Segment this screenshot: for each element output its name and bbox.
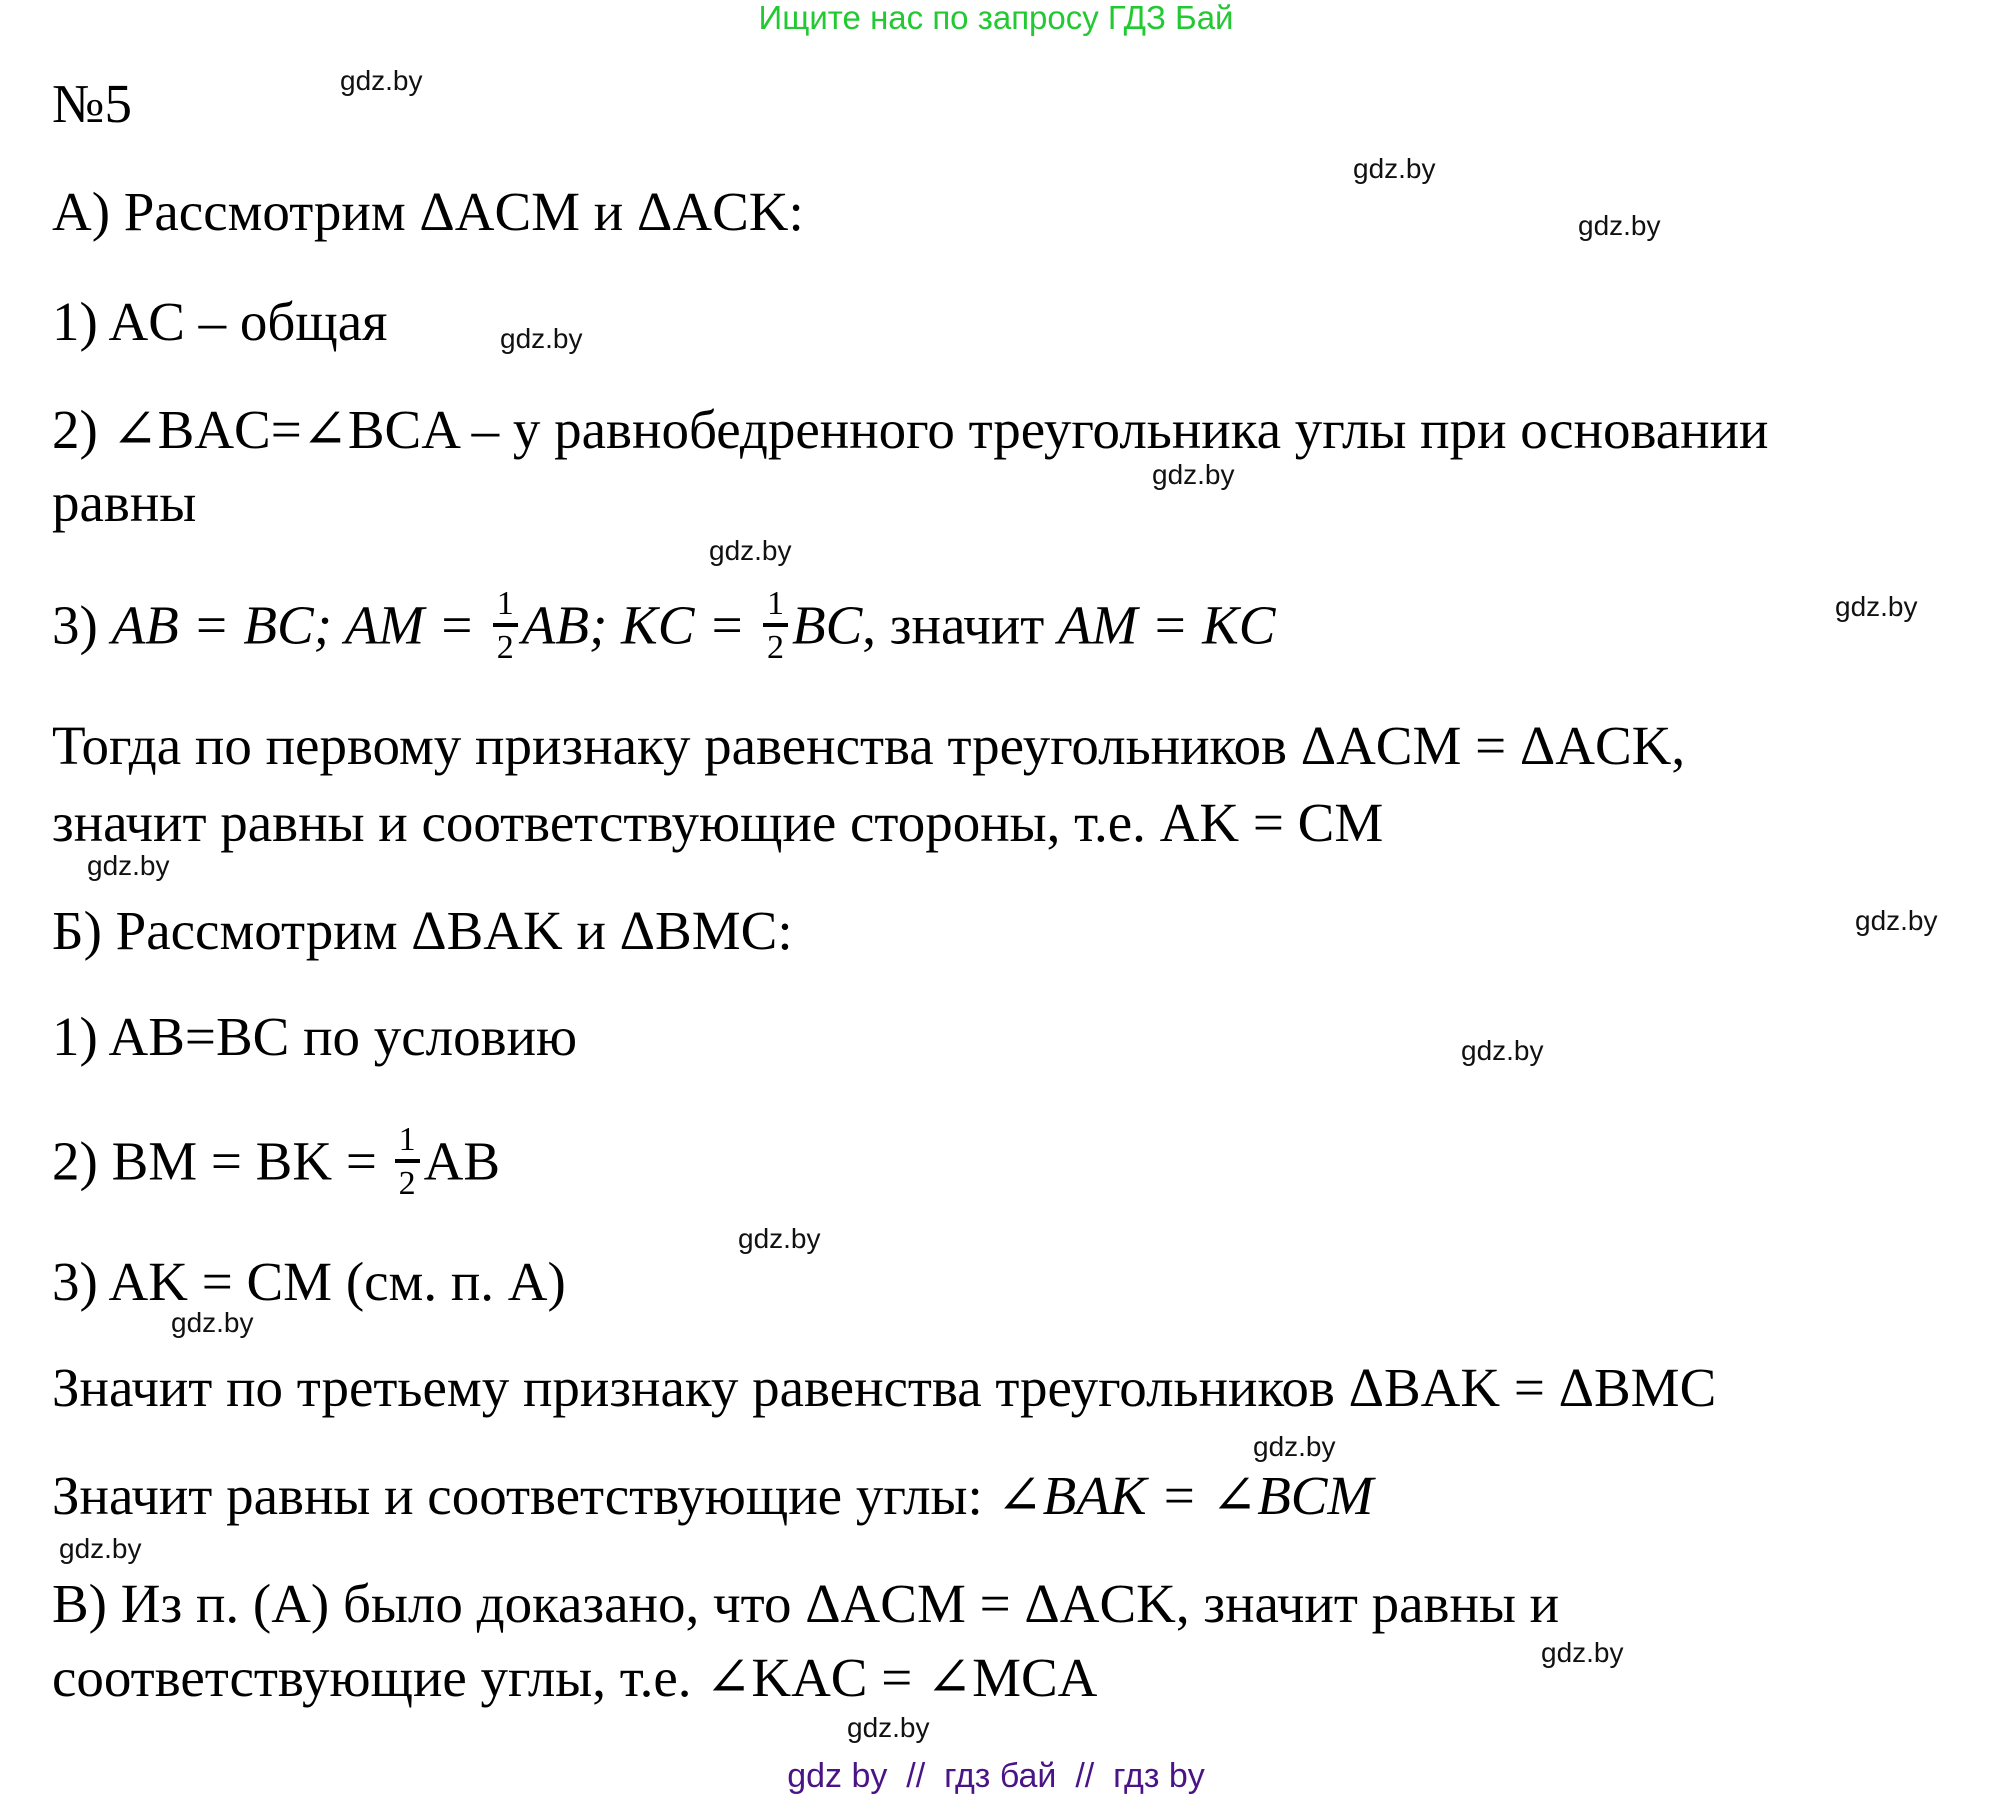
watermark: gdz.by [709,535,792,566]
part-a-conclusion-line-1: Тогда по первому признаку равенства треугольников ΔACM = ΔACK, [52,715,1686,776]
part-b-conclusion-line-2 [52,1464,1373,1528]
fraction-numerator: 1 [493,585,518,627]
part-b-conclusion-line-1: Значит по третьему признаку равенства треугольников ΔBAK = ΔBMC [52,1357,1717,1418]
fraction-half-2 [763,585,788,669]
fraction-numerator: 1 [763,585,788,627]
conclusion-math: ∠BAK = ∠BCM [996,1465,1374,1526]
watermark: gdz.by [1253,1431,1336,1462]
part-a-step-1: 1) AC – общая [52,291,388,352]
conclusion-text: Значит равны и соответствующие углы: [52,1465,997,1526]
part-b-step-1: 1) AB=BC по условию [52,1006,578,1067]
watermark: gdz.by [59,1533,142,1564]
part-a-step-3 [52,585,1276,673]
part-c-line-1: В) Из п. (А) было доказано, что ΔACM = ΔACK, значит равны и [52,1573,1560,1634]
step-3-equation-1-tail: AB; KC = [521,594,760,656]
step-3-prefix: 3) [52,594,112,656]
watermark: gdz.by [1152,459,1235,490]
watermark: gdz.by [1541,1637,1624,1668]
watermark: gdz.by [340,65,423,96]
part-a-conclusion-line-2: значит равны и соответствующие стороны, т.е. AK = CM [52,792,1384,853]
watermark: gdz.by [1353,153,1436,184]
part-a-step-2-line-1: 2) ∠BAC=∠BCA – у равнобедренного треугольника углы при основании [52,399,1769,460]
watermark: gdz.by [171,1307,254,1338]
watermark: gdz.by [1578,210,1661,241]
watermark: gdz.by [87,850,170,881]
watermark: gdz.by [847,1712,930,1743]
part-b-step-3: 3) AK = CM (см. п. А) [52,1251,566,1312]
fraction-denominator: 2 [767,629,785,666]
part-a-title: А) Рассмотрим ΔACM и ΔACK: [52,181,804,242]
step-3-connector: , значит [862,594,1059,656]
part-c-line-2: соответствующие углы, т.е. ∠KAC = ∠MCA [52,1647,1098,1708]
step-2-prefix: 2) BM = BK = [52,1130,391,1192]
step-3-result: AM = KC [1058,594,1276,656]
fraction-numerator: 1 [395,1121,420,1163]
watermark: gdz.by [738,1223,821,1254]
step-3-equation-1: AB = BC; AM = [111,594,489,656]
fraction-half [395,1121,420,1205]
step-3-equation-2-tail: BC [792,594,863,656]
watermark: gdz.by [500,323,583,354]
step-2-tail: AB [423,1130,500,1192]
part-a-step-2-line-2: равны [52,472,197,533]
part-b-title: Б) Рассмотрим ΔBAK и ΔBMC: [52,900,793,961]
watermark: gdz.by [1461,1035,1544,1066]
task-number: №5 [52,73,132,134]
fraction-denominator: 2 [398,1165,416,1202]
watermark: gdz.by [1835,591,1918,622]
part-b-step-2 [52,1121,500,1209]
watermark: gdz.by [1855,905,1938,936]
footer-banner: gdz by // гдз бай // гдз by [787,1757,1205,1795]
fraction-half-1 [493,585,518,669]
search-hint-banner: Ищите нас по запросу ГДЗ Бай [758,0,1234,36]
fraction-denominator: 2 [496,629,514,666]
